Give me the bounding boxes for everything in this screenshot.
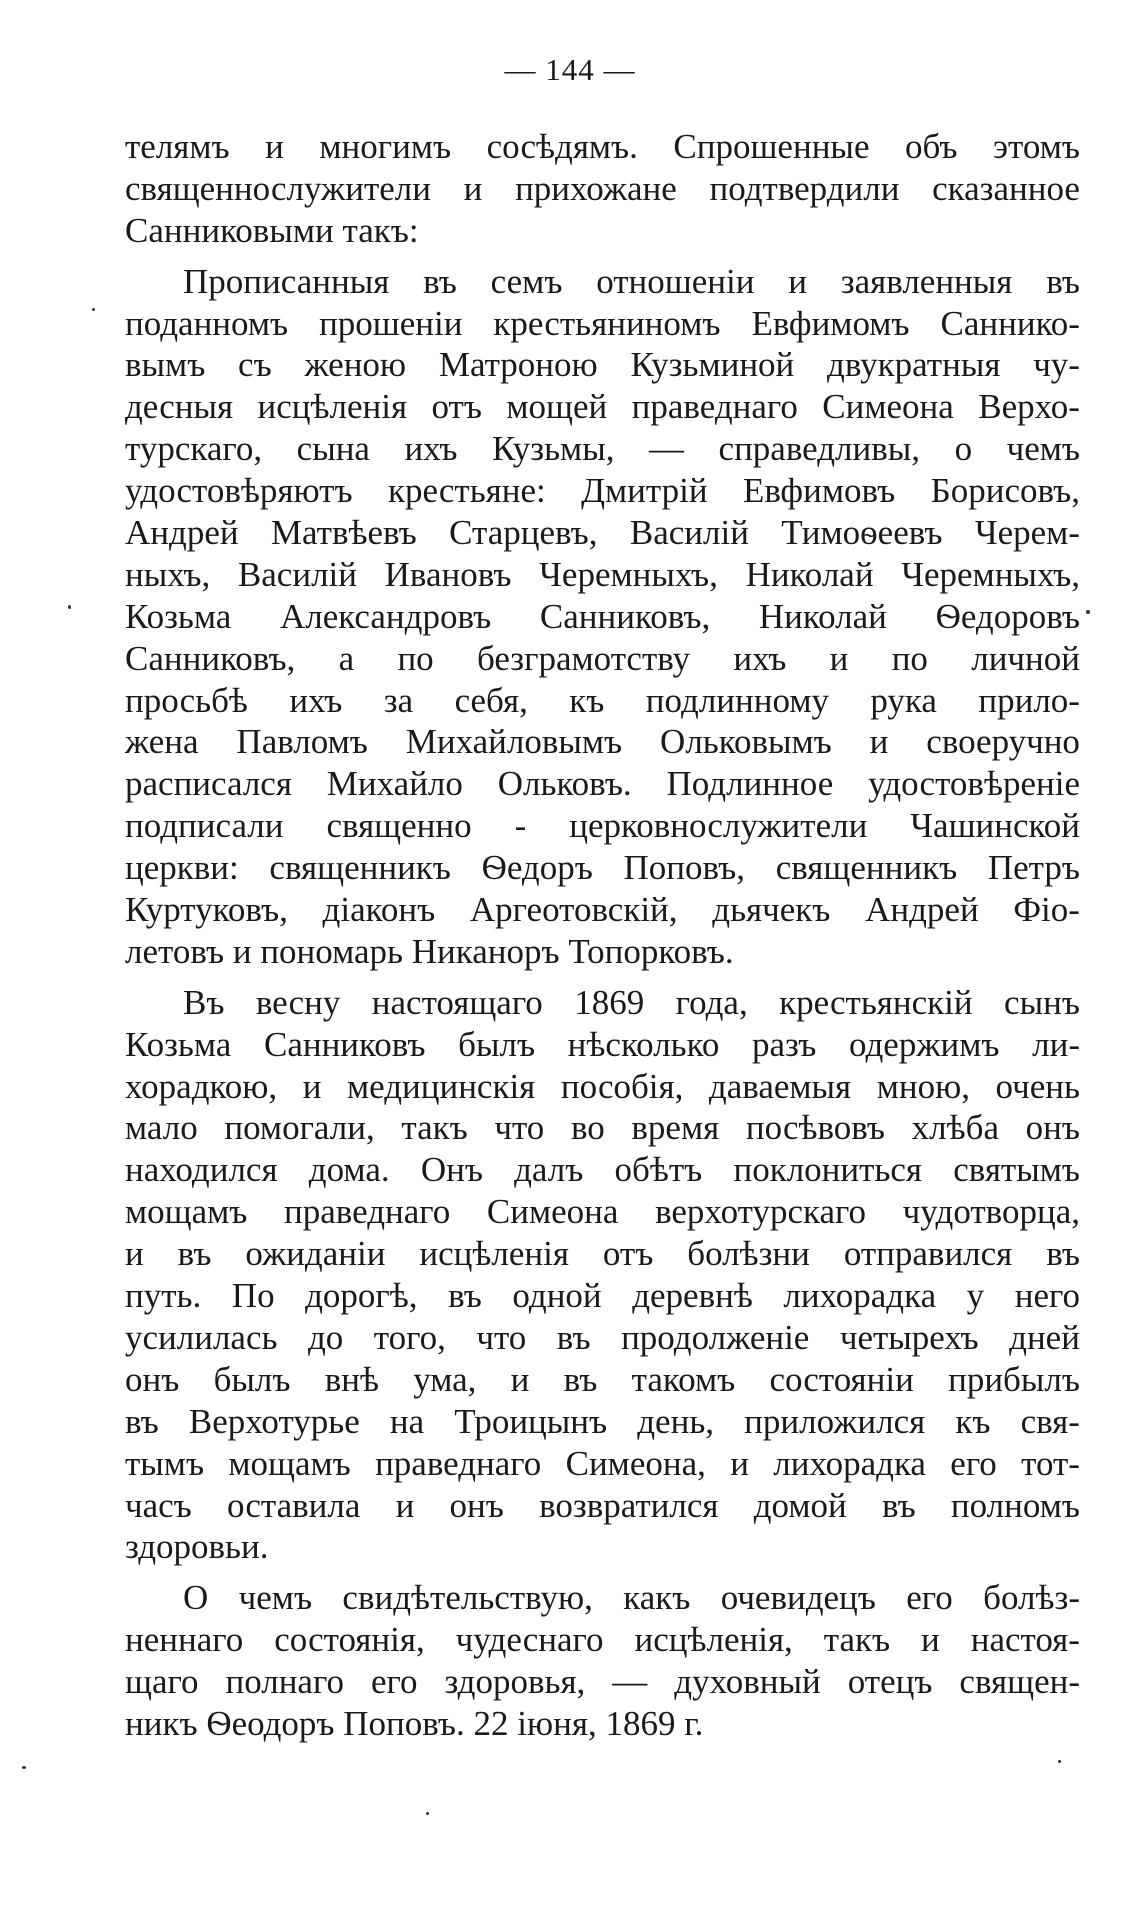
text-line: онъ былъ внѣ ума, и въ такомъ состоянiи прибылъ [125,1359,1080,1399]
scan-speck [426,1812,429,1815]
text-line: находился дома. Онъ далъ обѣтъ поклониться святымъ [125,1150,1080,1190]
text-line: десныя исцѣленiя отъ мощей праведнаго Симеона Верхо- [125,387,1080,427]
paragraph [125,982,1080,1568]
text-line: жена Павломъ Михайловымъ Ольковымъ и своеручно [125,722,1080,762]
text-line: удостовѣряютъ крестьяне: Дмитрiй Евфимовъ Борисовъ, [125,471,1080,511]
text-line: летовъ и пономарь Никаноръ Топорковъ. [125,931,734,971]
scan-speck [1086,610,1090,614]
text-line: вымъ съ женою Матроною Кузьминой двукратныя чу- [125,345,1080,385]
text-line: телямъ и многимъ сосѣдямъ. Спрошенные объ этомъ [125,127,1080,166]
page-number: — 144 — [504,52,636,87]
paragraph-gap [125,1568,1080,1577]
text-line: церкви: священникъ Ѳедоръ Поповъ, священникъ Петръ [125,848,1080,888]
text-line: въ Верхотурье на Троицынъ день, приложился къ свя- [125,1401,1080,1441]
text-line: хорадкою, и медицинскiя пособiя, даваемыя мною, очень [125,1066,1080,1106]
text-line: поданномъ прошенiи крестьяниномъ Евфимомъ Саннико- [125,303,1080,343]
paragraph-gap [125,973,1080,982]
paragraph [125,1577,1080,1745]
scan-speck [92,308,95,311]
text-line: О чемъ свидѣтельствую, какъ очевидецъ его болѣз- [183,1578,1080,1618]
text-line: подписали священно - церковнослужители Чашинской [125,806,1080,846]
body-text [125,126,1080,1745]
scan-speck [68,605,71,609]
text-line: неннаго состоянiя, чудеснаго исцѣленiя, такъ и настоя- [125,1620,1080,1660]
text-line: священнослужители и прихожане подтвердили сказанное [125,168,1080,208]
text-line: мало помогали, такъ что во время посѣвовъ хлѣба онъ [125,1108,1080,1148]
text-line: тымъ мощамъ праведнаго Симеона, и лихорадка его тот- [125,1443,1080,1483]
text-line: Въ весну настоящаго 1869 года, крестьянскiй сынъ [183,982,1080,1022]
text-line: здоровьи. [125,1527,269,1567]
text-line: и въ ожиданiи исцѣленiя отъ болѣзни отправился въ [125,1234,1080,1274]
text-line: Санниковъ, а по безграмотству ихъ и по личной [125,638,1080,678]
text-line: Козьма Санниковъ былъ нѣсколько разъ одержимъ ли- [125,1024,1080,1064]
text-line: никъ Ѳеодоръ Поповъ. 22 iюня, 1869 г. [125,1703,704,1743]
text-line: усилилась до того, что въ продолженiе четырехъ дней [125,1317,1080,1357]
text-line: мощамъ праведнаго Симеона верхотурскаго чудотворца, [125,1192,1080,1232]
text-line: Санниковыми такъ: [125,210,419,250]
text-line: расписался Михайло Ольковъ. Подлинное удостовѣренiе [125,764,1080,804]
paragraph [125,261,1080,973]
paragraph [125,126,1080,252]
text-line: Куртуковъ, дiаконъ Аргеотовскiй, дьячекъ Андрей Фiо- [125,890,1080,930]
text-line: ныхъ, Василiй Ивановъ Черемныхъ, Николай Черемныхъ, [125,554,1080,594]
text-line: просьбѣ ихъ за себя, къ подлинному рука прило- [125,680,1080,720]
scan-speck [22,1766,26,1769]
paragraph-gap [125,252,1080,261]
text-line: Прописанныя въ семъ отношенiи и заявленныя въ [183,261,1080,301]
text-line: турскаго, сына ихъ Кузьмы, — справедливы, о чемъ [125,429,1080,469]
scan-speck [1058,1760,1061,1763]
text-line: щаго полнаго его здоровья, — духовный отецъ священ- [125,1662,1080,1702]
text-line: часъ оставила и онъ возвратился домой въ полномъ [125,1485,1080,1525]
text-line: путь. По дорогѣ, въ одной деревнѣ лихорадка у него [125,1276,1080,1316]
text-line: Козьма Александровъ Санниковъ, Николай Ѳедоровъ [125,596,1080,636]
text-line: Андрей Матвѣевъ Старцевъ, Василiй Тимоѳеевъ Черем- [125,513,1080,553]
